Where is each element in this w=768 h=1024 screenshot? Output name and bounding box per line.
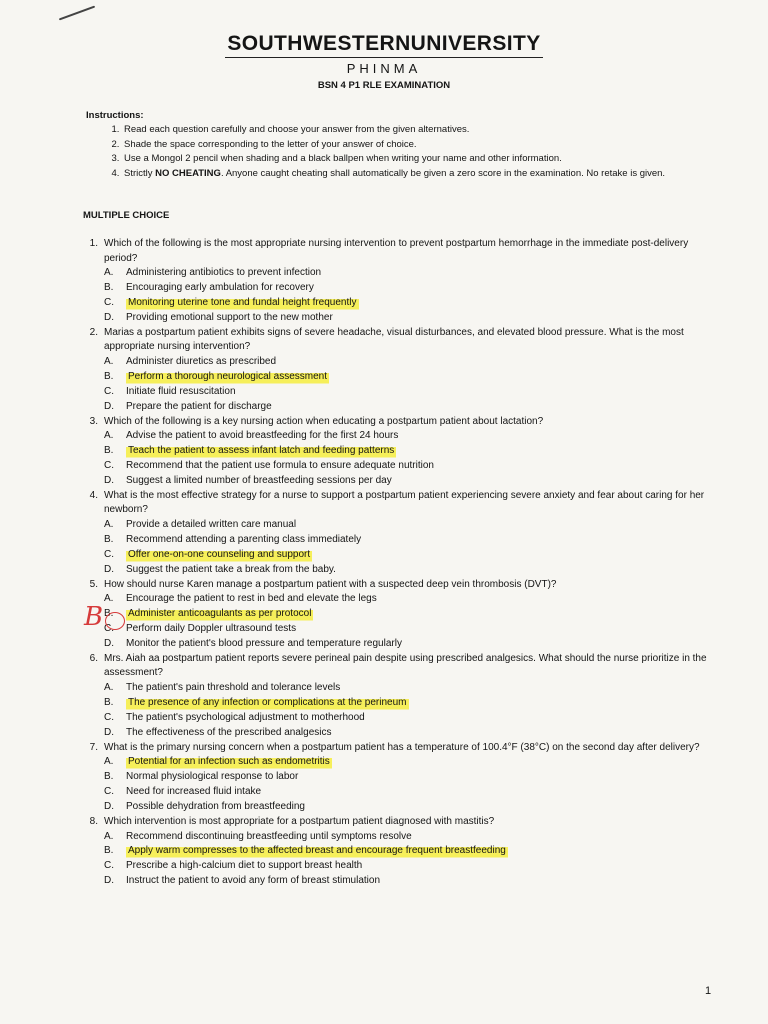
document-header [0, 32, 768, 91]
option-letter: D. [104, 563, 114, 575]
option-letter: C. [104, 385, 114, 397]
exam-title: BSN 4 P1 RLE EXAMINATION [317, 80, 451, 91]
option-text: Recommend attending a parenting class immediately [126, 533, 362, 545]
highlighted-option-text: The presence of any infection or complications at the perineum [126, 696, 409, 711]
option-text: Advise the patient to avoid breastfeeding for the first 24 hours [126, 430, 399, 442]
option-text: Encourage the patient to rest in bed and elevate the legs [126, 593, 377, 605]
question-item [82, 237, 712, 326]
question-text: What is the most effective strategy for a nurse to support a postpartum patient experiencing severe anxiety and fear about caring for her newborn? [104, 489, 705, 516]
instruction-item: 1. Read each question carefully and choose your answer from the given alternatives. [122, 123, 686, 138]
highlighted-option-text: Apply warm compresses to the affected breast and encourage frequent breastfeeding [126, 844, 508, 859]
question-number: 4. [89, 489, 98, 501]
answer-option [104, 607, 712, 622]
page-number: 1 [705, 985, 712, 997]
answer-option [104, 755, 712, 770]
option-letter: A. [104, 830, 114, 842]
question-text: What is the primary nursing concern when a postpartum patient has a temperature of 100.4°F (38°C) on the second day after delivery? [104, 741, 700, 753]
option-text: Prepare the patient for discharge [126, 400, 272, 412]
answer-option [104, 385, 712, 400]
option-text: Encouraging early ambulation for recovery [126, 282, 314, 294]
answer-option [104, 859, 712, 874]
instruction-item: 4. Strictly NO CHEATING. Anyone caught cheating shall automatically be given a zero score in the examination. No retake is given. [122, 167, 686, 182]
option-letter: A. [104, 519, 114, 531]
question-list [82, 237, 712, 889]
answer-option [104, 696, 712, 711]
answer-circle [105, 612, 125, 630]
answer-option [104, 726, 712, 741]
option-letter: A. [104, 756, 114, 768]
question-item [82, 815, 712, 889]
option-text: Normal physiological response to labor [126, 771, 299, 783]
option-letter: B. [104, 370, 114, 382]
answer-option [104, 830, 712, 845]
question-item [82, 652, 712, 741]
option-text: Recommend that the patient use formula to ensure adequate nutrition [126, 460, 434, 472]
answer-option [104, 711, 712, 726]
answer-option [104, 844, 712, 859]
option-letter: B. [104, 282, 114, 294]
option-letter: B. [104, 533, 114, 545]
option-letter: C. [104, 548, 114, 560]
university-subtitle: PHINMA [346, 61, 422, 76]
option-text: Monitor the patient's blood pressure and temperature regularly [126, 637, 402, 649]
answer-option [104, 622, 712, 637]
option-text: Administering antibiotics to prevent infection [126, 267, 322, 279]
option-letter: D. [104, 474, 114, 486]
highlighted-option-text: Monitoring uterine tone and fundal height frequently [126, 296, 359, 311]
answer-option [104, 370, 712, 385]
answer-option [104, 444, 712, 459]
option-letter: A. [104, 593, 114, 605]
answer-option [104, 296, 712, 311]
section-title: MULTIPLE CHOICE [83, 210, 170, 221]
answer-option [104, 681, 712, 696]
option-text: Possible dehydration from breastfeeding [126, 801, 305, 812]
option-letter: C. [104, 460, 114, 472]
option-letter: B. [104, 608, 114, 620]
highlighted-option-text: Potential for an infection such as endometritis [126, 755, 332, 770]
instructions-title: Instructions: [86, 110, 144, 121]
question-text: Which intervention is most appropriate for a postpartum patient diagnosed with mastitis? [104, 815, 495, 827]
option-letter: A. [104, 267, 114, 279]
option-letter: C. [104, 786, 114, 798]
option-letter: A. [104, 356, 114, 367]
question-text: How should nurse Karen manage a postpartum patient with a suspected deep vein thrombosis (DVT)? [104, 578, 557, 590]
question-number: 8. [89, 815, 98, 827]
option-letter: C. [104, 297, 114, 308]
question-item [82, 578, 712, 652]
answer-option [104, 563, 712, 578]
option-text: Suggest the patient take a break from the baby. [126, 563, 336, 575]
question-item [82, 489, 712, 578]
option-letter: A. [104, 682, 114, 694]
option-text: Suggest a limited number of breastfeeding sessions per day [126, 474, 392, 486]
question-number: 3. [89, 415, 98, 427]
option-letter: B. [104, 696, 114, 708]
option-letter: C. [104, 711, 114, 723]
answer-option [104, 281, 712, 296]
option-letter: D. [104, 637, 114, 649]
question-item [82, 415, 712, 489]
answer-option [104, 874, 712, 889]
university-name: SOUTHWESTERNUNIVERSITY [225, 32, 542, 58]
handwritten-mark: B [84, 602, 104, 632]
option-letter: C. [104, 623, 114, 635]
instructions [86, 110, 686, 181]
option-text: The patient's psychological adjustment to motherhood [126, 711, 365, 723]
option-letter: D. [104, 400, 114, 412]
option-text: Recommend discontinuing breastfeeding until symptoms resolve [126, 830, 412, 842]
option-letter: D. [104, 726, 114, 738]
option-letter: A. [104, 430, 114, 442]
option-letter: C. [104, 860, 114, 872]
option-letter: D. [104, 311, 114, 323]
option-letter: B. [104, 845, 114, 857]
answer-option [104, 548, 712, 563]
question-text: Which of the following is the most appropriate nursing intervention to prevent postpartum hemorrhage in the immediate post-delivery period? [104, 238, 689, 264]
option-text: Provide a detailed written care manual [126, 519, 297, 531]
highlighted-option-text: Administer anticoagulants as per protocol [126, 607, 313, 622]
question-number: 1. [89, 238, 98, 249]
answer-option [104, 400, 712, 415]
answer-option [104, 592, 712, 607]
highlighted-option-text: Teach the patient to assess infant latch and feeding patterns [126, 444, 396, 459]
option-text: Need for increased fluid intake [126, 786, 262, 798]
answer-option [104, 800, 712, 815]
instruction-item: 2. Shade the space corresponding to the letter of your answer of choice. [122, 138, 686, 153]
question-text: Mrs. Aiah aa postpartum patient reports severe perineal pain despite using prescribed analgesics. What should the nurse prioritize in the assessment? [104, 652, 707, 679]
answer-option [104, 770, 712, 785]
question-item [82, 741, 712, 815]
question-number: 5. [89, 578, 98, 590]
question-number: 7. [89, 741, 98, 753]
option-text: Instruct the patient to avoid any form of breast stimulation [126, 875, 381, 887]
answer-option [104, 533, 712, 548]
answer-option [104, 311, 712, 326]
question-number: 2. [89, 326, 98, 338]
option-letter: B. [104, 445, 114, 457]
option-text: Prescribe a high-calcium diet to support breast health [126, 860, 363, 872]
answer-option [104, 459, 712, 474]
answer-option [104, 474, 712, 489]
question-text: Which of the following is a key nursing action when educating a postpartum patient about lactation? [104, 415, 544, 427]
option-text: The patient's pain threshold and tolerance levels [126, 682, 341, 694]
answer-option [104, 518, 712, 533]
option-letter: B. [104, 771, 114, 783]
answer-option [104, 637, 712, 652]
question-text: Marias a postpartum patient exhibits signs of severe headache, visual disturbances, and elevated blood pressure. What is the most appropriate nursing intervention? [104, 326, 684, 353]
option-text: Perform daily Doppler ultrasound tests [126, 623, 297, 635]
highlighted-option-text: Perform a thorough neurological assessment [126, 370, 329, 385]
option-text: The effectiveness of the prescribed analgesics [126, 726, 332, 738]
answer-option [104, 266, 712, 281]
option-text: Initiate fluid resuscitation [126, 385, 236, 397]
option-letter: D. [104, 801, 114, 812]
instructions-list [86, 123, 686, 181]
question-item [82, 326, 712, 415]
instruction-item: 3. Use a Mongol 2 pencil when shading and a black ballpen when writing your name and other information. [122, 152, 686, 167]
question-number: 6. [89, 652, 98, 664]
pen-mark [59, 6, 95, 21]
option-text: Providing emotional support to the new mother [126, 311, 333, 323]
answer-option [104, 785, 712, 800]
answer-option [104, 355, 712, 370]
option-text: Administer diuretics as prescribed [126, 356, 277, 367]
highlighted-option-text: Offer one-on-one counseling and support [126, 548, 312, 563]
option-letter: D. [104, 875, 114, 887]
answer-option [104, 429, 712, 444]
